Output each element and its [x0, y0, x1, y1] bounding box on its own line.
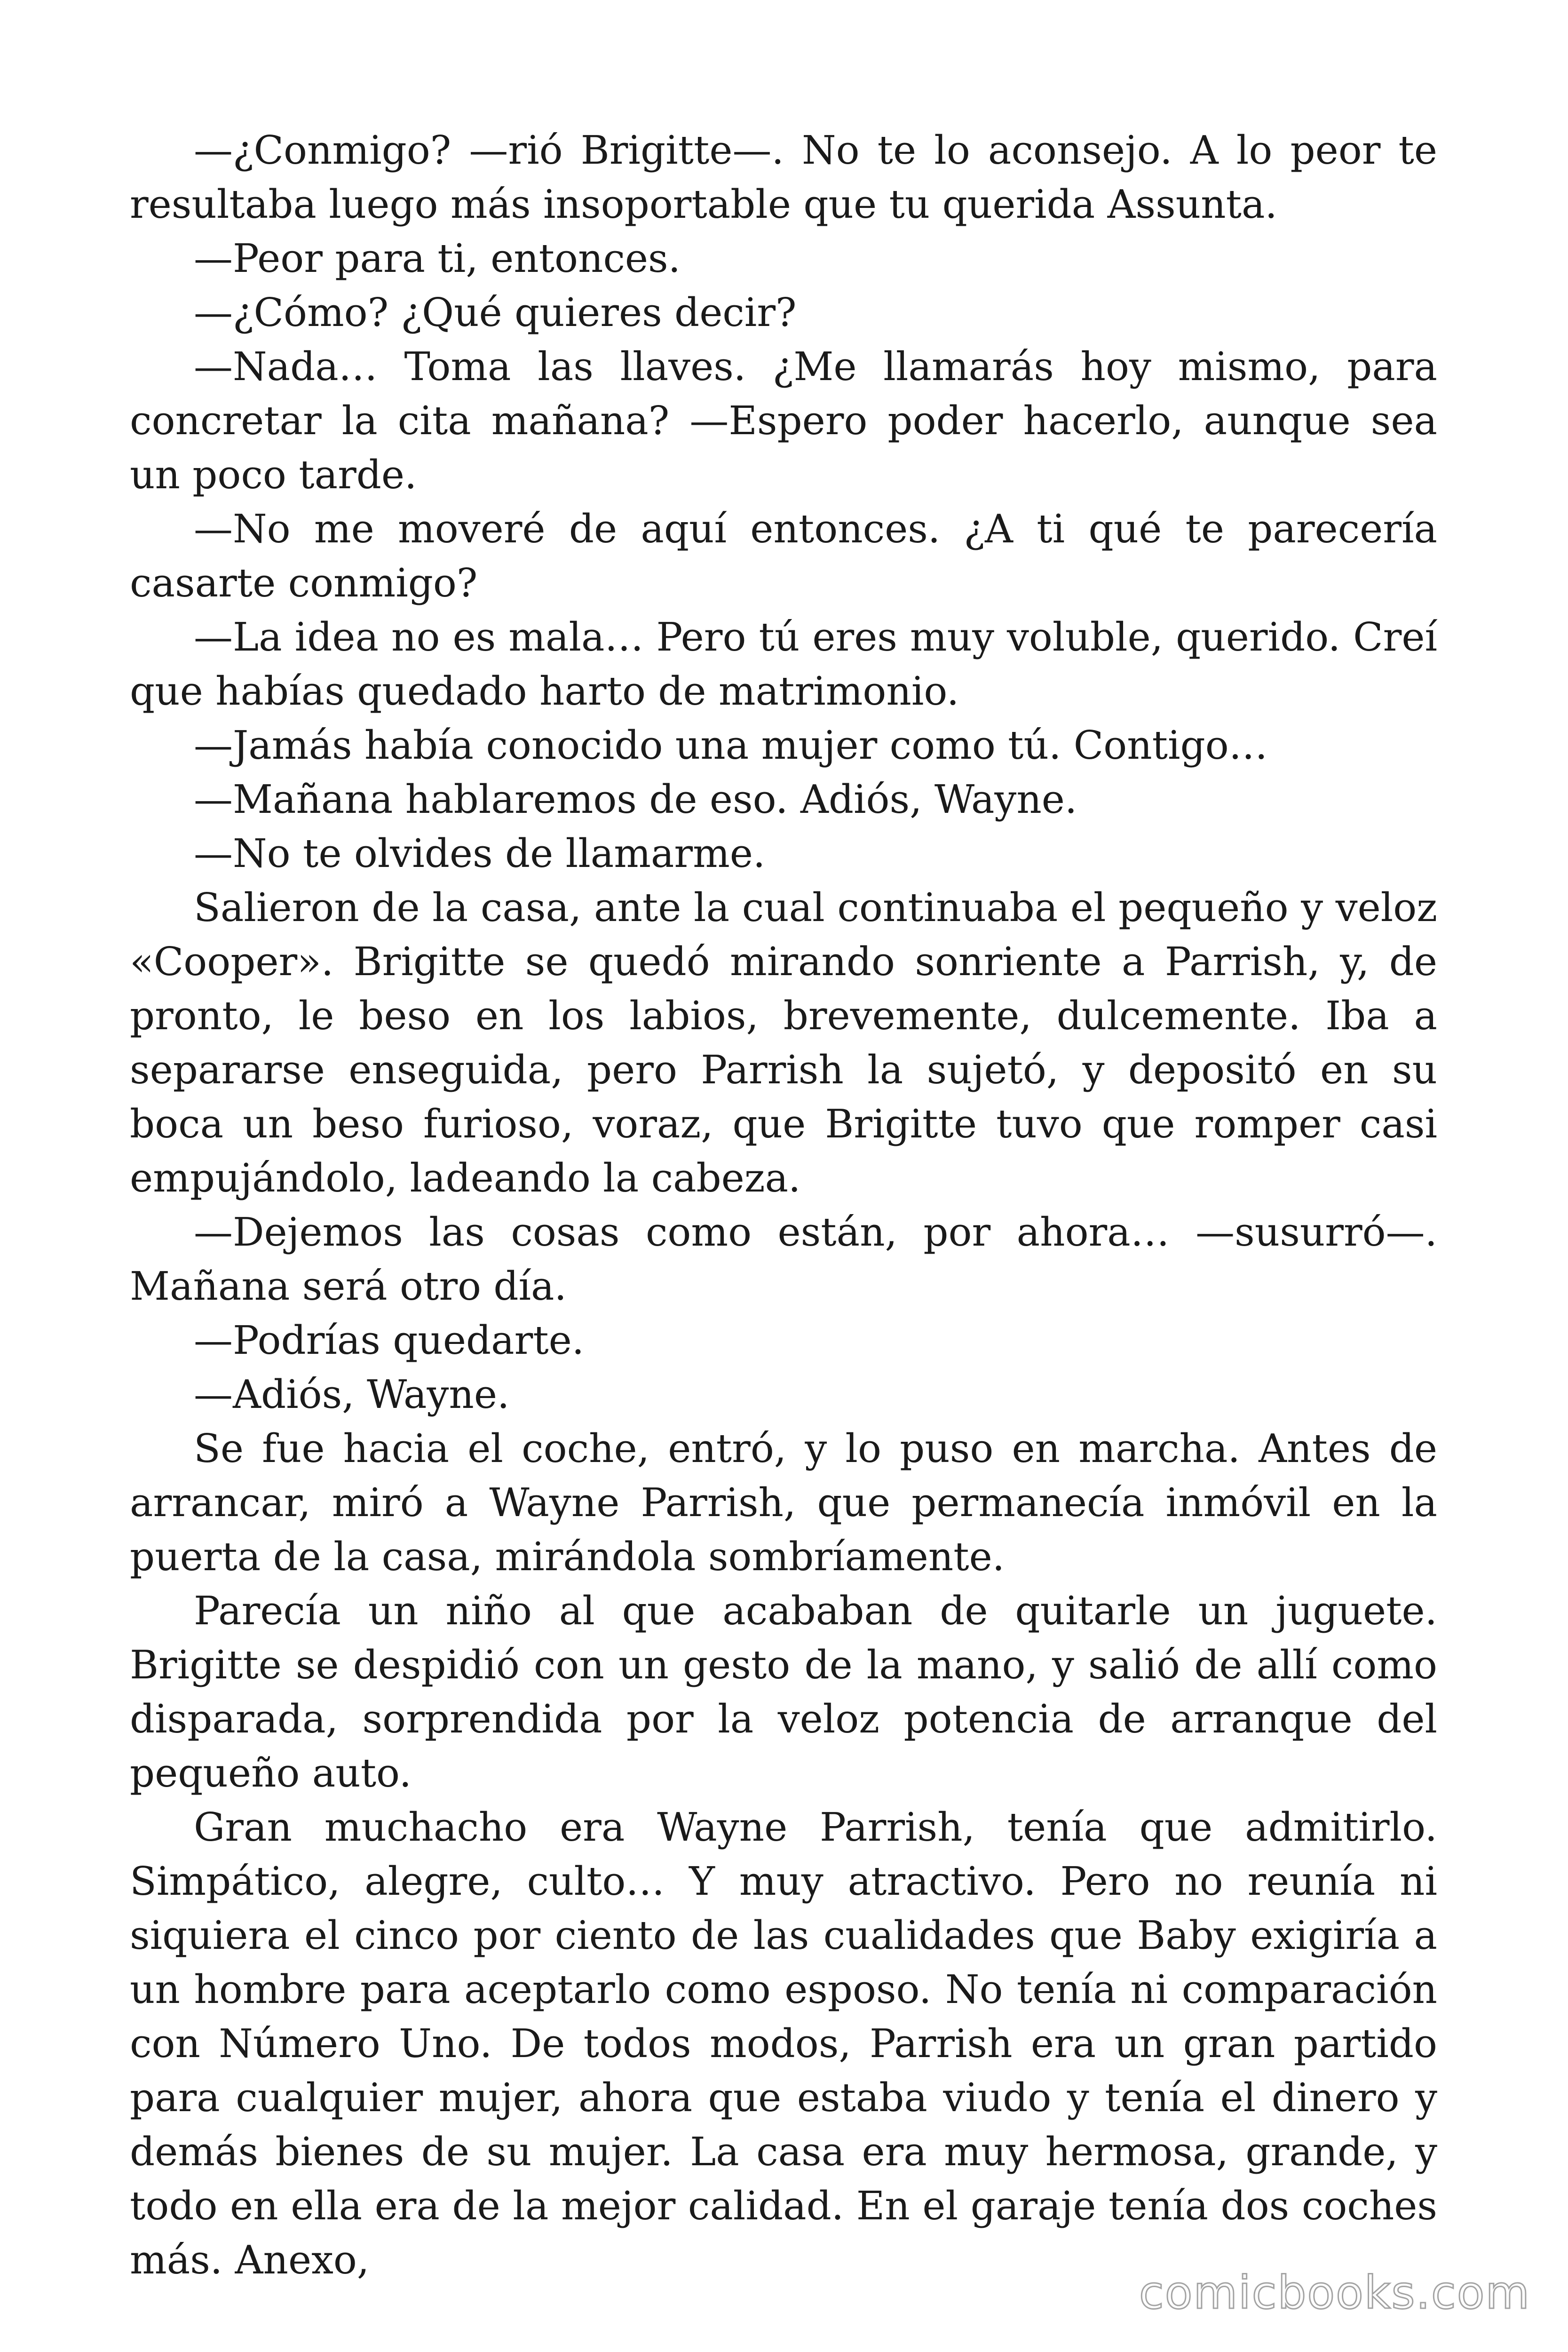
paragraph: —No te olvides de llamarme. — [194, 831, 766, 876]
paragraph: —Mañana hablaremos de eso. Adiós, Wayne. — [194, 777, 1077, 822]
paragraph: Salieron de la casa, ante la cual continuaba el pequeño y veloz «Cooper». Brigitte se quedó mirando sonriente a Parrish, y, de pronto, le beso en los labios, brevemente, dulcemente. Iba a separarse enseguida, pero Parrish la sujetó, y depositó en su boca un beso furioso, voraz, que Brigitte tuvo que romper casi empujándolo, ladeando la cabeza. — [130, 885, 1437, 1201]
paragraph: —Adiós, Wayne. — [194, 1372, 510, 1417]
paragraph: Gran muchacho era Wayne Parrish, tenía que admitirlo. Simpático, alegre, culto… Y muy atractivo. Pero no reunía ni siquiera el cinco por ciento de las cualidades que Baby exigiría a un hombre para aceptarlo como esposo. No tenía ni comparación con Número Uno. De todos modos, Parrish era un gran partido para cualquier mujer, ahora que estaba viudo y tenía el dinero y demás bienes de su mujer. La casa era muy hermosa, grande, y todo en ella era de la mejor calidad. En el garaje tenía dos coches más. Anexo, — [130, 1804, 1437, 2283]
paragraph: —No me moveré de aquí entonces. ¿A ti qué te parecería casarte conmigo? — [130, 506, 1437, 606]
paragraph: —Dejemos las cosas como están, por ahora… —susurró—. Mañana será otro día. — [130, 1209, 1437, 1309]
paragraph: Parecía un niño al que acababan de quitarle un juguete. Brigitte se despidió con un gesto de la mano, y salió de allí como disparada, sorprendida por la veloz potencia de arranque del pequeño auto. — [130, 1588, 1437, 1796]
watermark: comicbooks.com — [1139, 2266, 1530, 2319]
body-text — [130, 123, 1437, 2287]
paragraph: —¿Cómo? ¿Qué quieres decir? — [194, 290, 797, 335]
paragraph: —Peor para ti, entonces. — [194, 236, 681, 281]
paragraph: Se fue hacia el coche, entró, y lo puso en marcha. Antes de arrancar, miró a Wayne Parrish, que permanecía inmóvil en la puerta de la casa, mirándola sombríamente. — [130, 1426, 1437, 1580]
paragraph: —Podrías quedarte. — [194, 1318, 585, 1363]
paragraph: —Jamás había conocido una mujer como tú. Contigo… — [194, 723, 1268, 768]
paragraph: —La idea no es mala… Pero tú eres muy voluble, querido. Creí que habías quedado harto de matrimonio. — [130, 614, 1437, 714]
paragraph: —¿Conmigo? —rió Brigitte—. No te lo aconsejo. A lo peor te resultaba luego más insoportable que tu querida Assunta. — [130, 127, 1437, 227]
paragraph: —Nada… Toma las llaves. ¿Me llamarás hoy mismo, para concretar la cita mañana? —Espero poder hacerlo, aunque sea un poco tarde. — [130, 344, 1437, 498]
